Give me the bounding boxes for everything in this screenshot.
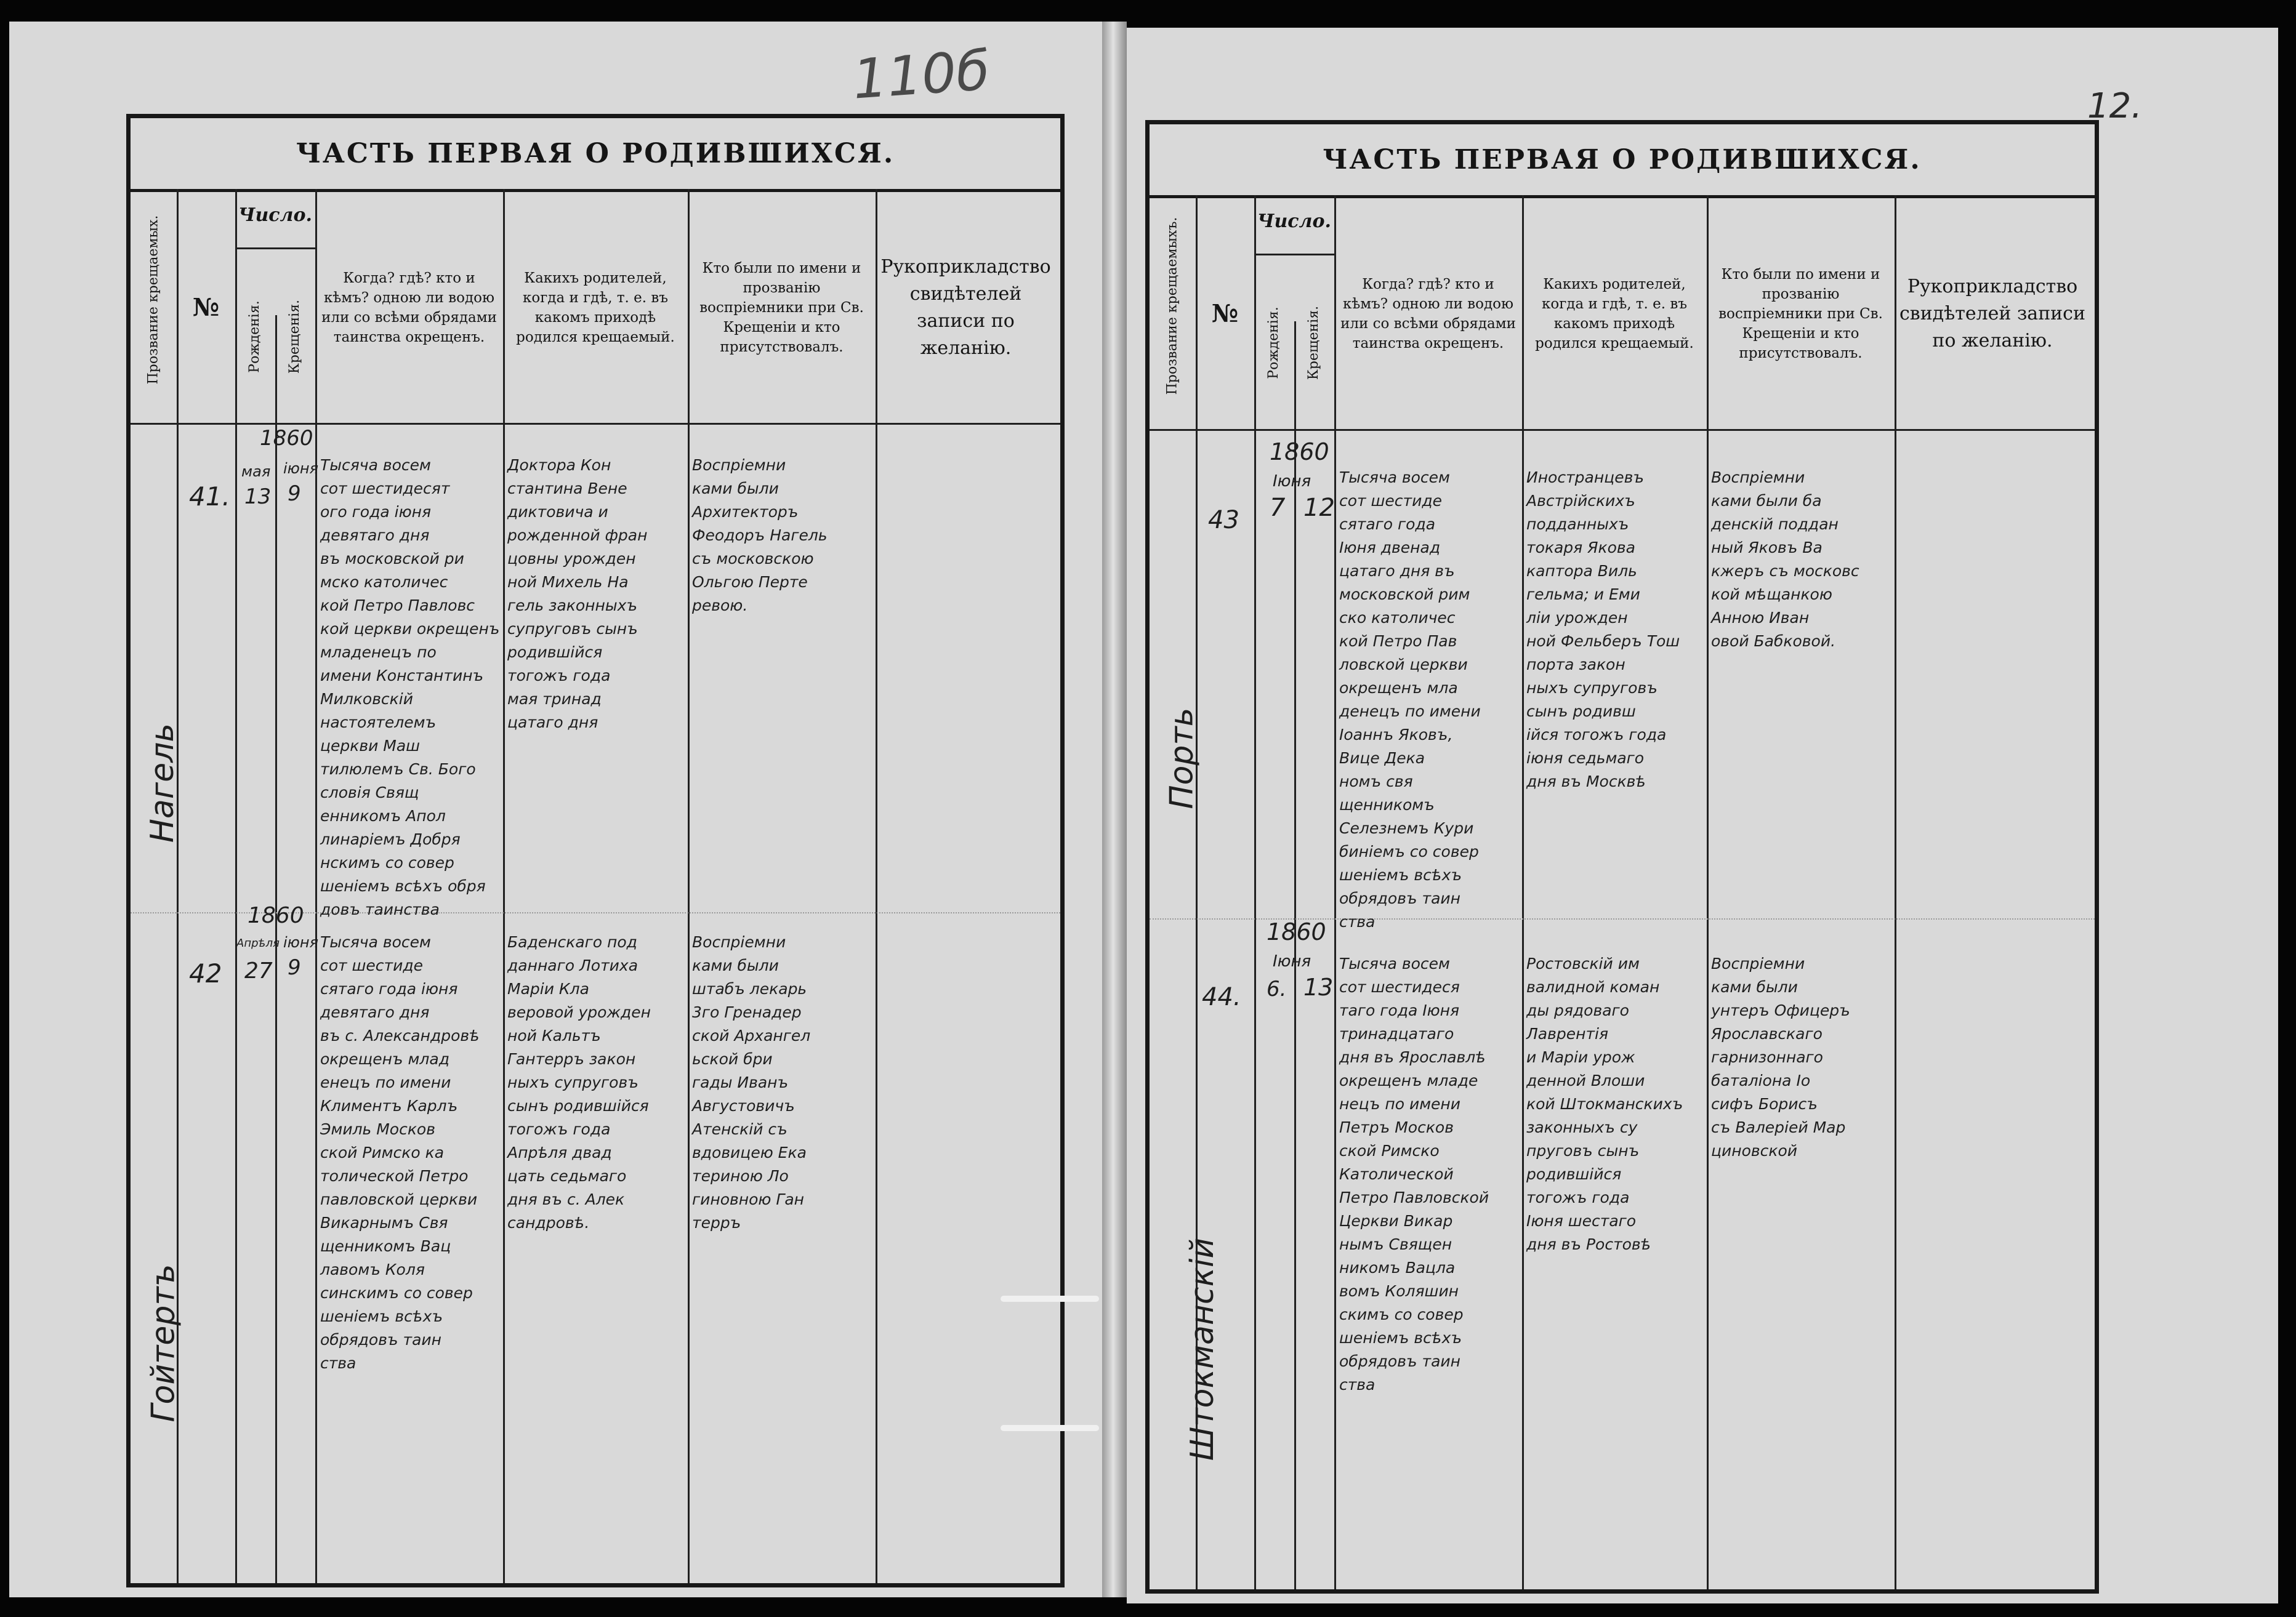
right-col-when-where: Когда? гдѣ? кто и кѣмъ? одною ли водою или со всѣми обрядами таинства окрещенъ. <box>1340 276 1516 351</box>
entry-birth-month: Апрѣля <box>236 937 280 950</box>
entry-birth-month: Іюня <box>1273 472 1311 491</box>
entry-surname: Гойтертъ <box>145 1264 182 1422</box>
binding-thread <box>1001 1296 1099 1302</box>
entry-baptism-month: іюня <box>283 460 318 477</box>
right-page-title: ЧАСТЬ ПЕРВАЯ О РОДИВШИХСЯ. <box>1150 124 2095 198</box>
entry-birth-month: Іюня <box>1273 952 1311 971</box>
entry-parents: Доктора Кон стантина Вене диктовича и рожденной фран цовны урожден ной Михель На гель законныхъ супруговъ сынъ родившійся тогожъ года мая тринад цатаго дня <box>507 456 648 731</box>
entry-year: 1860 <box>1270 438 1329 465</box>
entry-year: 1860 <box>1267 918 1326 945</box>
left-col-surname: Прозвание крещаемых. <box>145 215 161 385</box>
entry-number: 42 <box>189 958 222 989</box>
entry-year: 1860 <box>248 903 304 928</box>
entry-godparents: Воспріемни ками были штабъ лекарь 3го Гренадер ской Архангел ьской бри гады Иванъ Августовичъ Атенскій съ вдовицею Ека териною Ло гиновною Ган терръ <box>692 933 811 1232</box>
entry-parents: Иностранцевъ Австрійскихъ подданныхъ токаря Якова каптора Виль гельма; и Еми ліи урожден ной Фельберъ Тош порта закон ныхъ супруговъ сынъ родивш ійся тогожъ года іюня седьмаго дня въ Москвѣ <box>1526 468 1680 790</box>
entry-parents: Баденскаго под даннаго Лотиха Маріи Кла веровой урожден ной Кальтъ Гантерръ закон ныхъ супруговъ сынъ родившійся тогожъ года Апрѣля двад цать седьмаго дня въ с. Алек сандровѣ. <box>507 933 651 1232</box>
entry-surname: Порть <box>1163 707 1201 809</box>
entry-when-where: Тысяча восем сот шестиде сятаго года Іюня двенад цатаго дня въ московской рим ско католичес кой Петро Пав ловской церкви окрещенъ мла денецъ по имени Іоаннъ Яковъ, Вице Дека номъ свя щенникомъ Селезнемъ Кури биніемъ со совер шеніемъ всѣхъ обрядовъ таин ства <box>1339 468 1481 931</box>
right-col-number: № <box>1211 299 1239 328</box>
left-folio-note: 110б <box>850 38 992 111</box>
entry-year: 1860 <box>260 426 313 451</box>
entry-godparents: Воспріемни ками были ба денскій поддан ный Яковъ Ва кжеръ съ московс кой мѣщанкою Анною Иван овой Бабковой. <box>1711 468 1859 650</box>
left-col-parents: Какихъ родителей, когда и гдѣ, т. е. въ какомъ приходѣ родился крещаемый. <box>516 270 675 345</box>
entry-baptism-month: іюня <box>283 934 318 951</box>
entry-number: 43 <box>1208 506 1239 534</box>
entry-baptism-day: 13 <box>1303 974 1334 1001</box>
left-register-table <box>126 114 1065 1587</box>
right-page <box>1127 28 2278 1603</box>
entry-birth-day: 27 <box>244 958 273 984</box>
left-col-when-where: Когда? гдѣ? кто и кѣмъ? одною ли водою или со всѣми обрядами таинства окрещенъ. <box>321 270 497 345</box>
entry-when-where: Тысяча восем сот шестиде сятаго года іюня девятаго дня въ с. Александровѣ окрещенъ млад енецъ по имени Климентъ Карлъ Эмиль Москов ской Римско ка толической Петро павловской церкви Викарнымъ Свя щенникомъ Вац лавомъ Коля синскимъ со совер шеніемъ всѣхъ обрядовъ таин ства <box>320 933 480 1372</box>
left-page-title: ЧАСТЬ ПЕРВАЯ О РОДИВШИХСЯ. <box>131 118 1060 192</box>
entry-baptism-day: 9 <box>288 955 301 980</box>
entry-number: 44. <box>1202 983 1241 1011</box>
entry-parents: Ростовскій им валидной коман ды рядоваго Лаврентія и Маріи урож денной Влоши кой Штокманскихъ законныхъ су пруговъ сынъ родившійся тогожъ года Іюня шестаго дня въ Ростовѣ <box>1526 955 1683 1253</box>
left-col-baptism: Крещенія. <box>287 299 302 374</box>
right-col-birth: Рожденія. <box>1266 307 1281 379</box>
entry-when-where: Тысяча восем сот шестидесят ого года іюня девятаго дня въ московской ри мско католичес кой Петро Павловс кой церкви окрещенъ младенецъ по имени Константинъ Милковскій настоятелемъ церкви Маш тилюлемъ Св. Бого словія Свящ енникомъ Апол линаріемъ Добря нскимъ со совер шеніемъ всѣхъ обря довъ таинства <box>320 456 500 918</box>
entry-surname: Нагель <box>144 723 182 843</box>
entry-birth-day: 13 <box>244 484 272 509</box>
right-col-surname: Прозвание крещаемыхъ. <box>1164 217 1180 395</box>
entry-godparents: Воспріемни ками были Архитекторъ Феодоръ Нагель съ московскою Ольгою Перте ревою. <box>692 456 828 614</box>
right-folio-note: 12. <box>2087 86 2143 126</box>
right-col-parents: Какихъ родителей, когда и гдѣ, т. е. въ какомъ приходѣ родился крещаемый. <box>1535 276 1694 351</box>
book-spine <box>1102 22 1127 1597</box>
entry-when-where: Тысяча восем сот шестидеся таго года Іюня тринадцатаго дня въ Ярославлѣ окрещенъ младе нецъ по имени Петръ Москов ской Римско Католической Петро Павловской Церкви Викар нымъ Священ никомъ Вацла вомъ Коляшин скимъ со совер шеніемъ всѣхъ обрядовъ таин ства <box>1339 955 1489 1394</box>
left-col-number: № <box>192 293 220 322</box>
entry-godparents: Воспріемни ками были унтеръ Офицеръ Ярославскаго гарнизоннаго баталіона Іо сифъ Борисъ съ Валеріей Мар циновской <box>1711 955 1850 1160</box>
right-col-baptism: Крещенія. <box>1306 305 1321 380</box>
left-col-godparents: Кто были по имени и прозванію воспріемники при Св. Крещеніи и кто присутствовалъ. <box>699 260 864 355</box>
left-page <box>9 22 1102 1597</box>
left-col-signatures: Рукоприкладство свидѣтелей записи по желанію. <box>880 256 1051 359</box>
left-col-date-group: Число. <box>238 204 312 226</box>
entry-birth-month: мая <box>241 463 271 480</box>
left-col-birth: Рожденія. <box>247 300 262 373</box>
right-col-date-group: Число. <box>1257 211 1331 232</box>
binding-thread <box>1001 1425 1099 1431</box>
entry-baptism-day: 9 <box>288 481 301 506</box>
right-col-godparents: Кто были по имени и прозванію воспріемники при Св. Крещеніи и кто присутствовалъ. <box>1718 267 1883 361</box>
entry-birth-day: 6. <box>1267 977 1287 1001</box>
right-col-signatures: Рукоприкладство свидѣтелей записи по желанію. <box>1899 276 2085 351</box>
entry-surname: Штокманскій <box>1184 1237 1222 1461</box>
right-register-table <box>1145 120 2099 1594</box>
entry-baptism-day: 12 <box>1303 494 1335 522</box>
entry-number: 41. <box>189 481 230 512</box>
entry-birth-day: 7 <box>1270 494 1286 522</box>
